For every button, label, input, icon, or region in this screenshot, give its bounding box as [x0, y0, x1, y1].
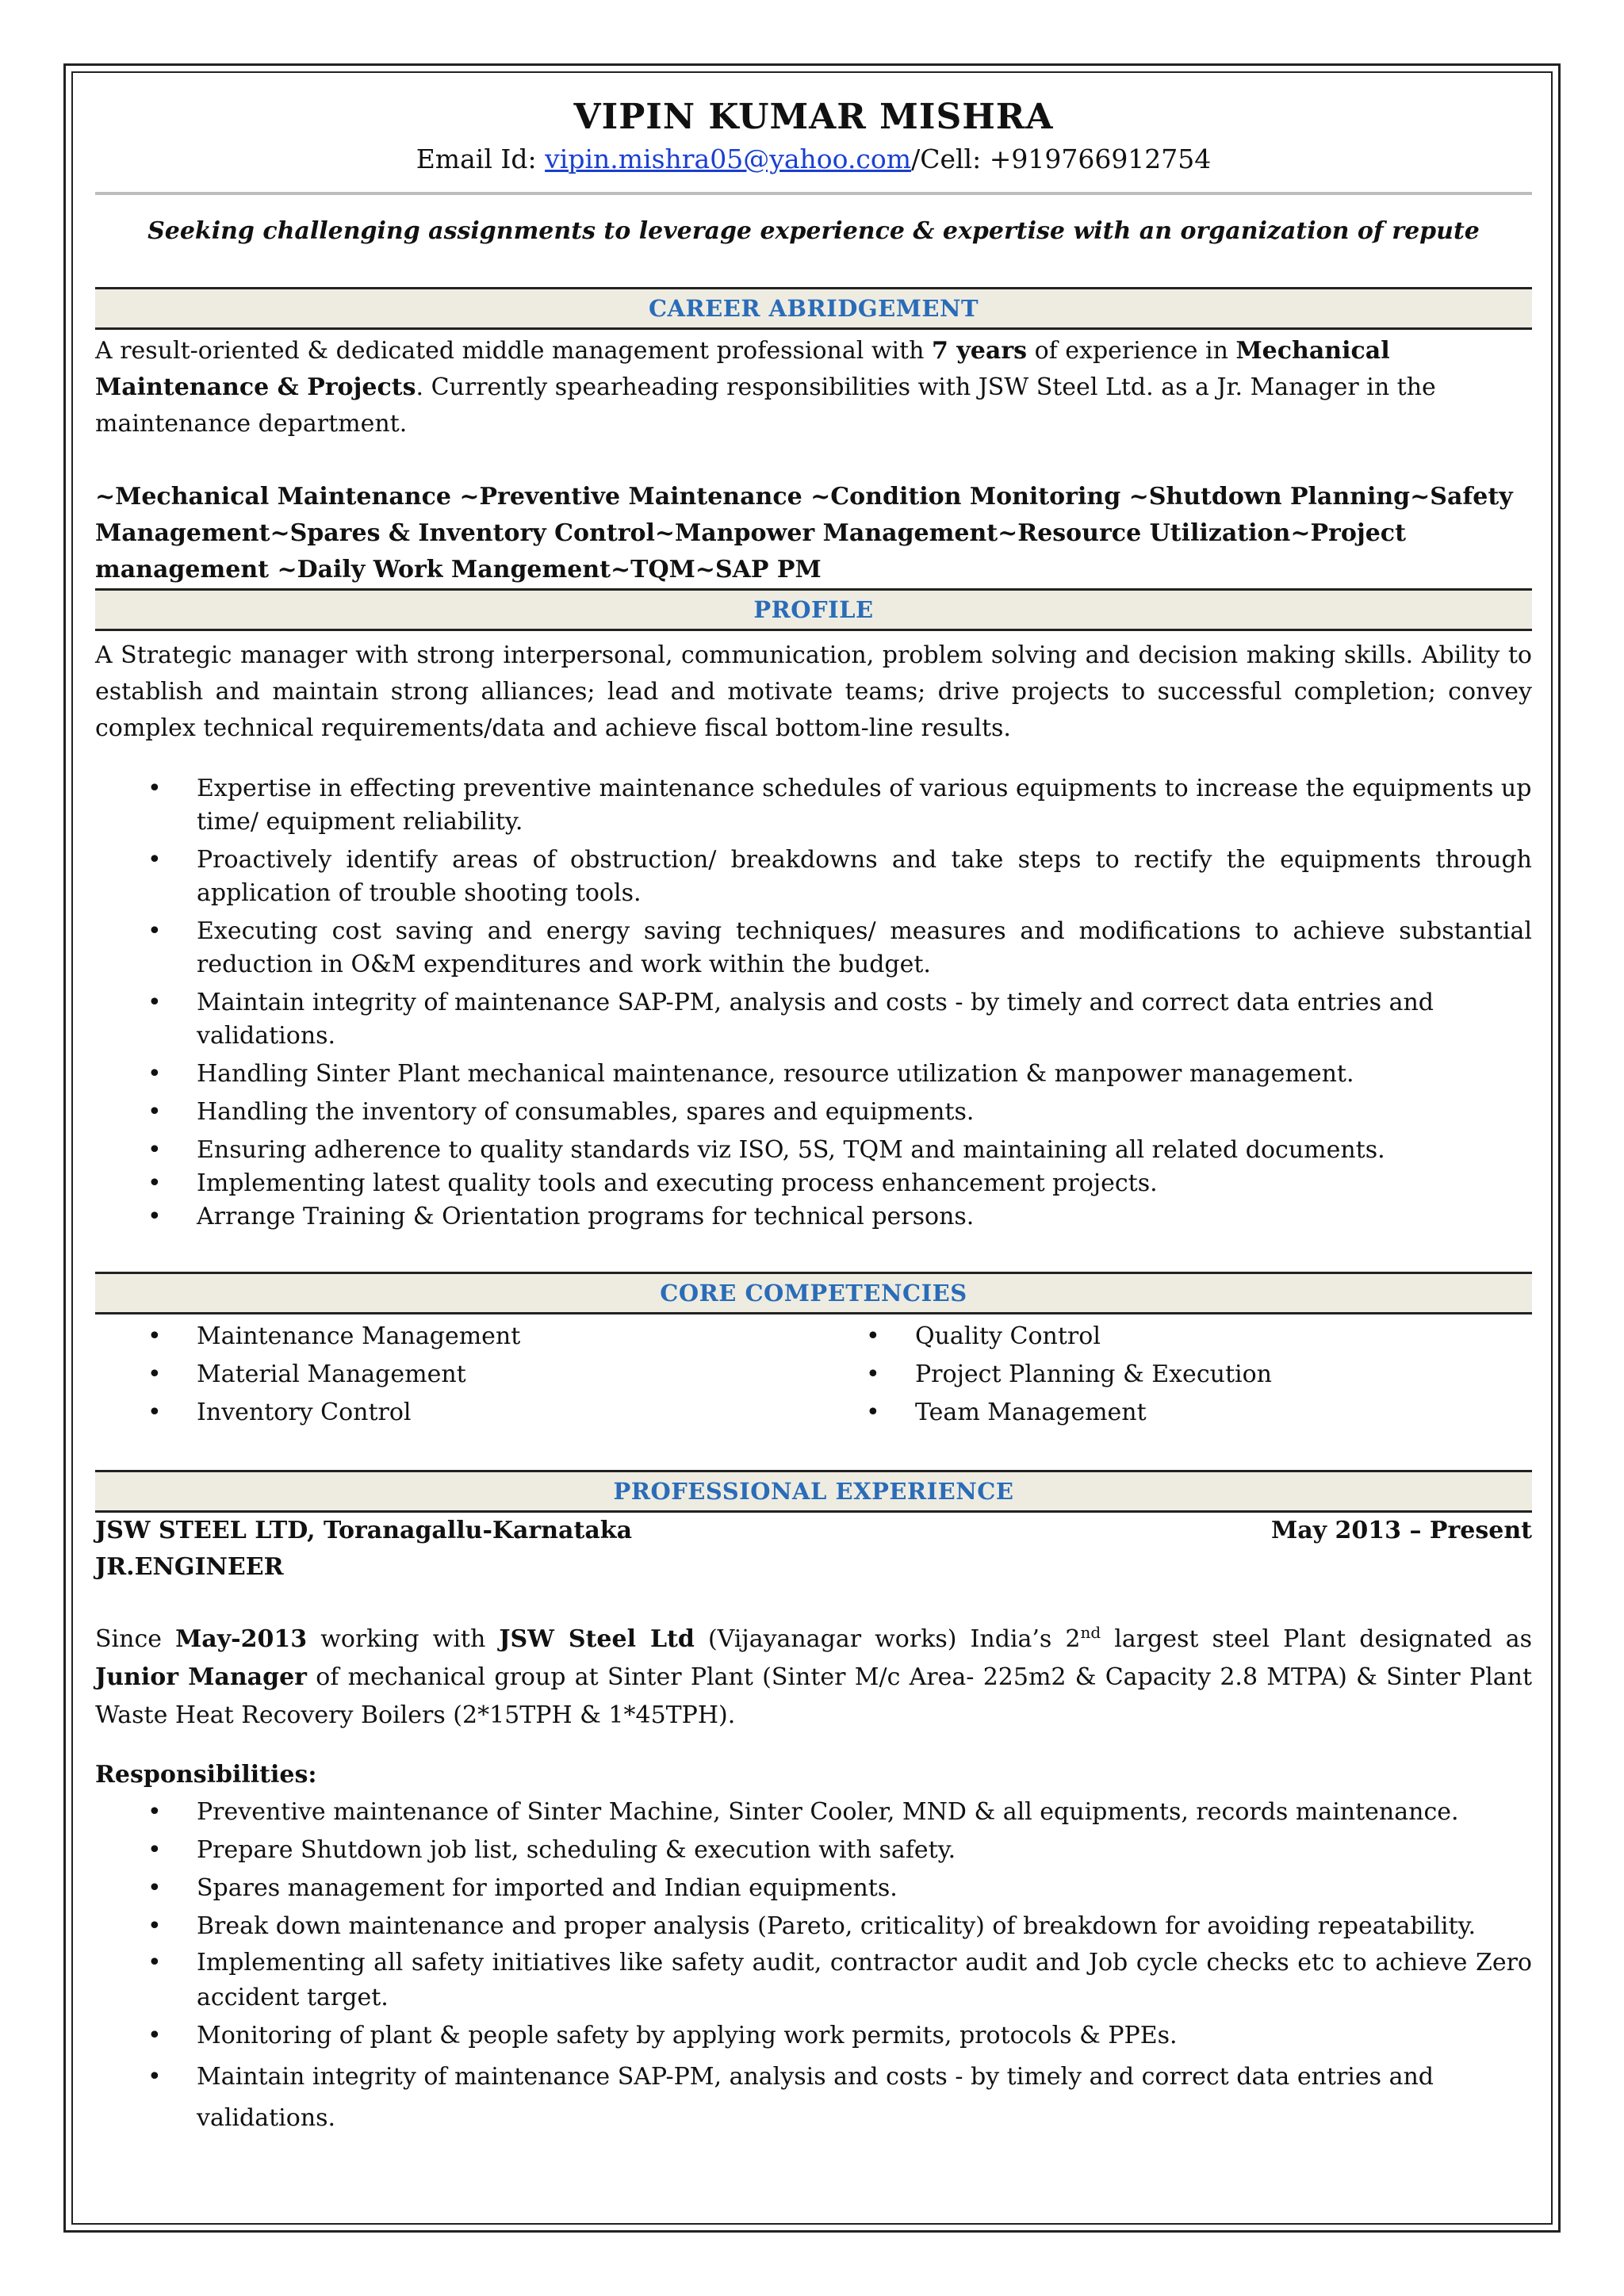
- candidate-name: VIPIN KUMAR MISHRA: [573, 97, 1054, 137]
- profile-summary: A Strategic manager with strong interpersonal, communication, problem solving and decision making skills. Ability to establish and maintain strong alliances; lead and motivate teams; drive projects to successful completion; convey complex technical requirements/data and achieve fiscal bottom-line results.: [95, 641, 1532, 742]
- section-header-experience: PROFESSIONAL EXPERIENCE: [95, 1470, 1532, 1513]
- job-text: of mechanical group at Sinter Plant (Sinter M/c Area- 225m2 & Capacity 2.8 MTPA) & Sinter Plant Waste Heat Recovery Boilers (2*15TPH & 1*45TPH).: [95, 1663, 1532, 1729]
- job-text: working with: [307, 1625, 500, 1653]
- competencies-columns: [95, 1318, 1532, 1432]
- job-text: largest steel Plant designated as: [1101, 1625, 1533, 1653]
- job-title: JR.ENGINEER: [95, 1553, 284, 1581]
- list-item: • Handling the inventory of consumables, spares and equipments.: [95, 1096, 1532, 1129]
- section-header-career: CAREER ABRIDGEMENT: [95, 287, 1532, 330]
- header-divider: [95, 192, 1532, 195]
- list-item: • Inventory Control: [95, 1394, 814, 1432]
- career-text: . Currently spearheading responsibilities with JSW Steel Ltd. as a Jr. Manager in the maintenance department.: [95, 373, 1436, 438]
- list-item: • Expertise in effecting preventive maintenance schedules of various equipments to increase the equipments up time/ equipment reliability.: [95, 772, 1532, 839]
- cell-number: /Cell: +919766912754: [911, 144, 1212, 174]
- list-item: • Implementing all safety initiatives like safety audit, contractor audit and Job cycle checks etc to achieve Zero accident target.: [95, 1946, 1532, 2015]
- objective-statement: Seeking challenging assignments to leverage experience & expertise with an organization of repute: [147, 217, 1480, 245]
- list-item: • Maintenance Management: [95, 1318, 814, 1356]
- list-item: • Material Management: [95, 1356, 814, 1394]
- company-name: JSW STEEL LTD, Toranagallu-Karnataka: [95, 1517, 633, 1544]
- list-item: • Monitoring of plant & people safety by applying work permits, protocols & PPEs.: [95, 2015, 1532, 2057]
- email-label: Email Id:: [416, 144, 546, 174]
- profile-bullets: [95, 772, 1532, 1234]
- career-text: A result-oriented & dedicated middle management professional with: [95, 337, 933, 365]
- job-designation: Junior Manager: [95, 1663, 307, 1691]
- job-company: JSW Steel Ltd: [499, 1625, 695, 1653]
- competencies-right: [814, 1318, 1532, 1432]
- list-item: • Preventive maintenance of Sinter Machine, Sinter Cooler, MND & all equipments, records maintenance.: [95, 1793, 1532, 1831]
- job-text: Since: [95, 1625, 176, 1653]
- list-item: • Spares management for imported and Indian equipments.: [95, 1869, 1532, 1908]
- resume-document: [95, 94, 1532, 2139]
- list-item: • Team Management: [814, 1394, 1532, 1432]
- job-header: [95, 1513, 1532, 1549]
- list-item: • Maintain integrity of maintenance SAP-PM, analysis and costs - by timely and correct data entries and validations.: [95, 2057, 1532, 2139]
- ordinal-suffix: nd: [1080, 1623, 1101, 1642]
- job-start: May-2013: [175, 1625, 308, 1653]
- list-item: • Arrange Training & Orientation programs for technical persons.: [95, 1200, 1532, 1234]
- career-domain: Mechanical Maintenance & Projects: [95, 337, 1390, 401]
- list-item: • Break down maintenance and proper analysis (Pareto, criticality) of breakdown for avoiding repeatability.: [95, 1908, 1532, 1946]
- list-item: • Maintain integrity of maintenance SAP-PM, analysis and costs - by timely and correct data entries and validations.: [95, 986, 1532, 1053]
- list-item: • Proactively identify areas of obstruction/ breakdowns and take steps to rectify the equipments through application of trouble shooting tools.: [95, 844, 1532, 910]
- list-item: • Implementing latest quality tools and executing process enhancement projects.: [95, 1167, 1532, 1200]
- competencies-left: [95, 1318, 814, 1432]
- contact-line: [95, 141, 1532, 178]
- job-period: May 2013 – Present: [1270, 1517, 1532, 1544]
- job-text: (Vijayanagar works) India’s 2: [694, 1625, 1081, 1653]
- career-text: of experience in: [1027, 337, 1236, 365]
- list-item: • Project Planning & Execution: [814, 1356, 1532, 1394]
- list-item: • Handling Sinter Plant mechanical maintenance, resource utilization & manpower management.: [95, 1058, 1532, 1091]
- list-item: • Quality Control: [814, 1318, 1532, 1356]
- responsibilities-list: [95, 1793, 1532, 2139]
- responsibilities-title: Responsibilities:: [95, 1761, 317, 1789]
- section-header-competencies: CORE COMPETENCIES: [95, 1272, 1532, 1314]
- email-link[interactable]: vipin.mishra05@yahoo.com: [545, 144, 912, 174]
- list-item: • Ensuring adherence to quality standards viz ISO, 5S, TQM and maintaining all related documents.: [95, 1134, 1532, 1167]
- section-header-profile: PROFILE: [95, 588, 1532, 631]
- list-item: • Prepare Shutdown job list, scheduling & execution with safety.: [95, 1831, 1532, 1869]
- job-description: [95, 1621, 1532, 1735]
- career-years: 7 years: [932, 337, 1028, 365]
- list-item: • Executing cost saving and energy saving techniques/ measures and modifications to achieve substantial reduction in O&M expenditures and work within the budget.: [95, 915, 1532, 982]
- career-skills: ~Mechanical Maintenance ~Preventive Maintenance ~Condition Monitoring ~Shutdown Planning~Safety Management~Spares & Inventory Control~Manpower Management~Resource Utilization~Project management ~Daily Work Mangement~TQM~SAP PM: [95, 483, 1513, 584]
- career-summary: [95, 333, 1532, 442]
